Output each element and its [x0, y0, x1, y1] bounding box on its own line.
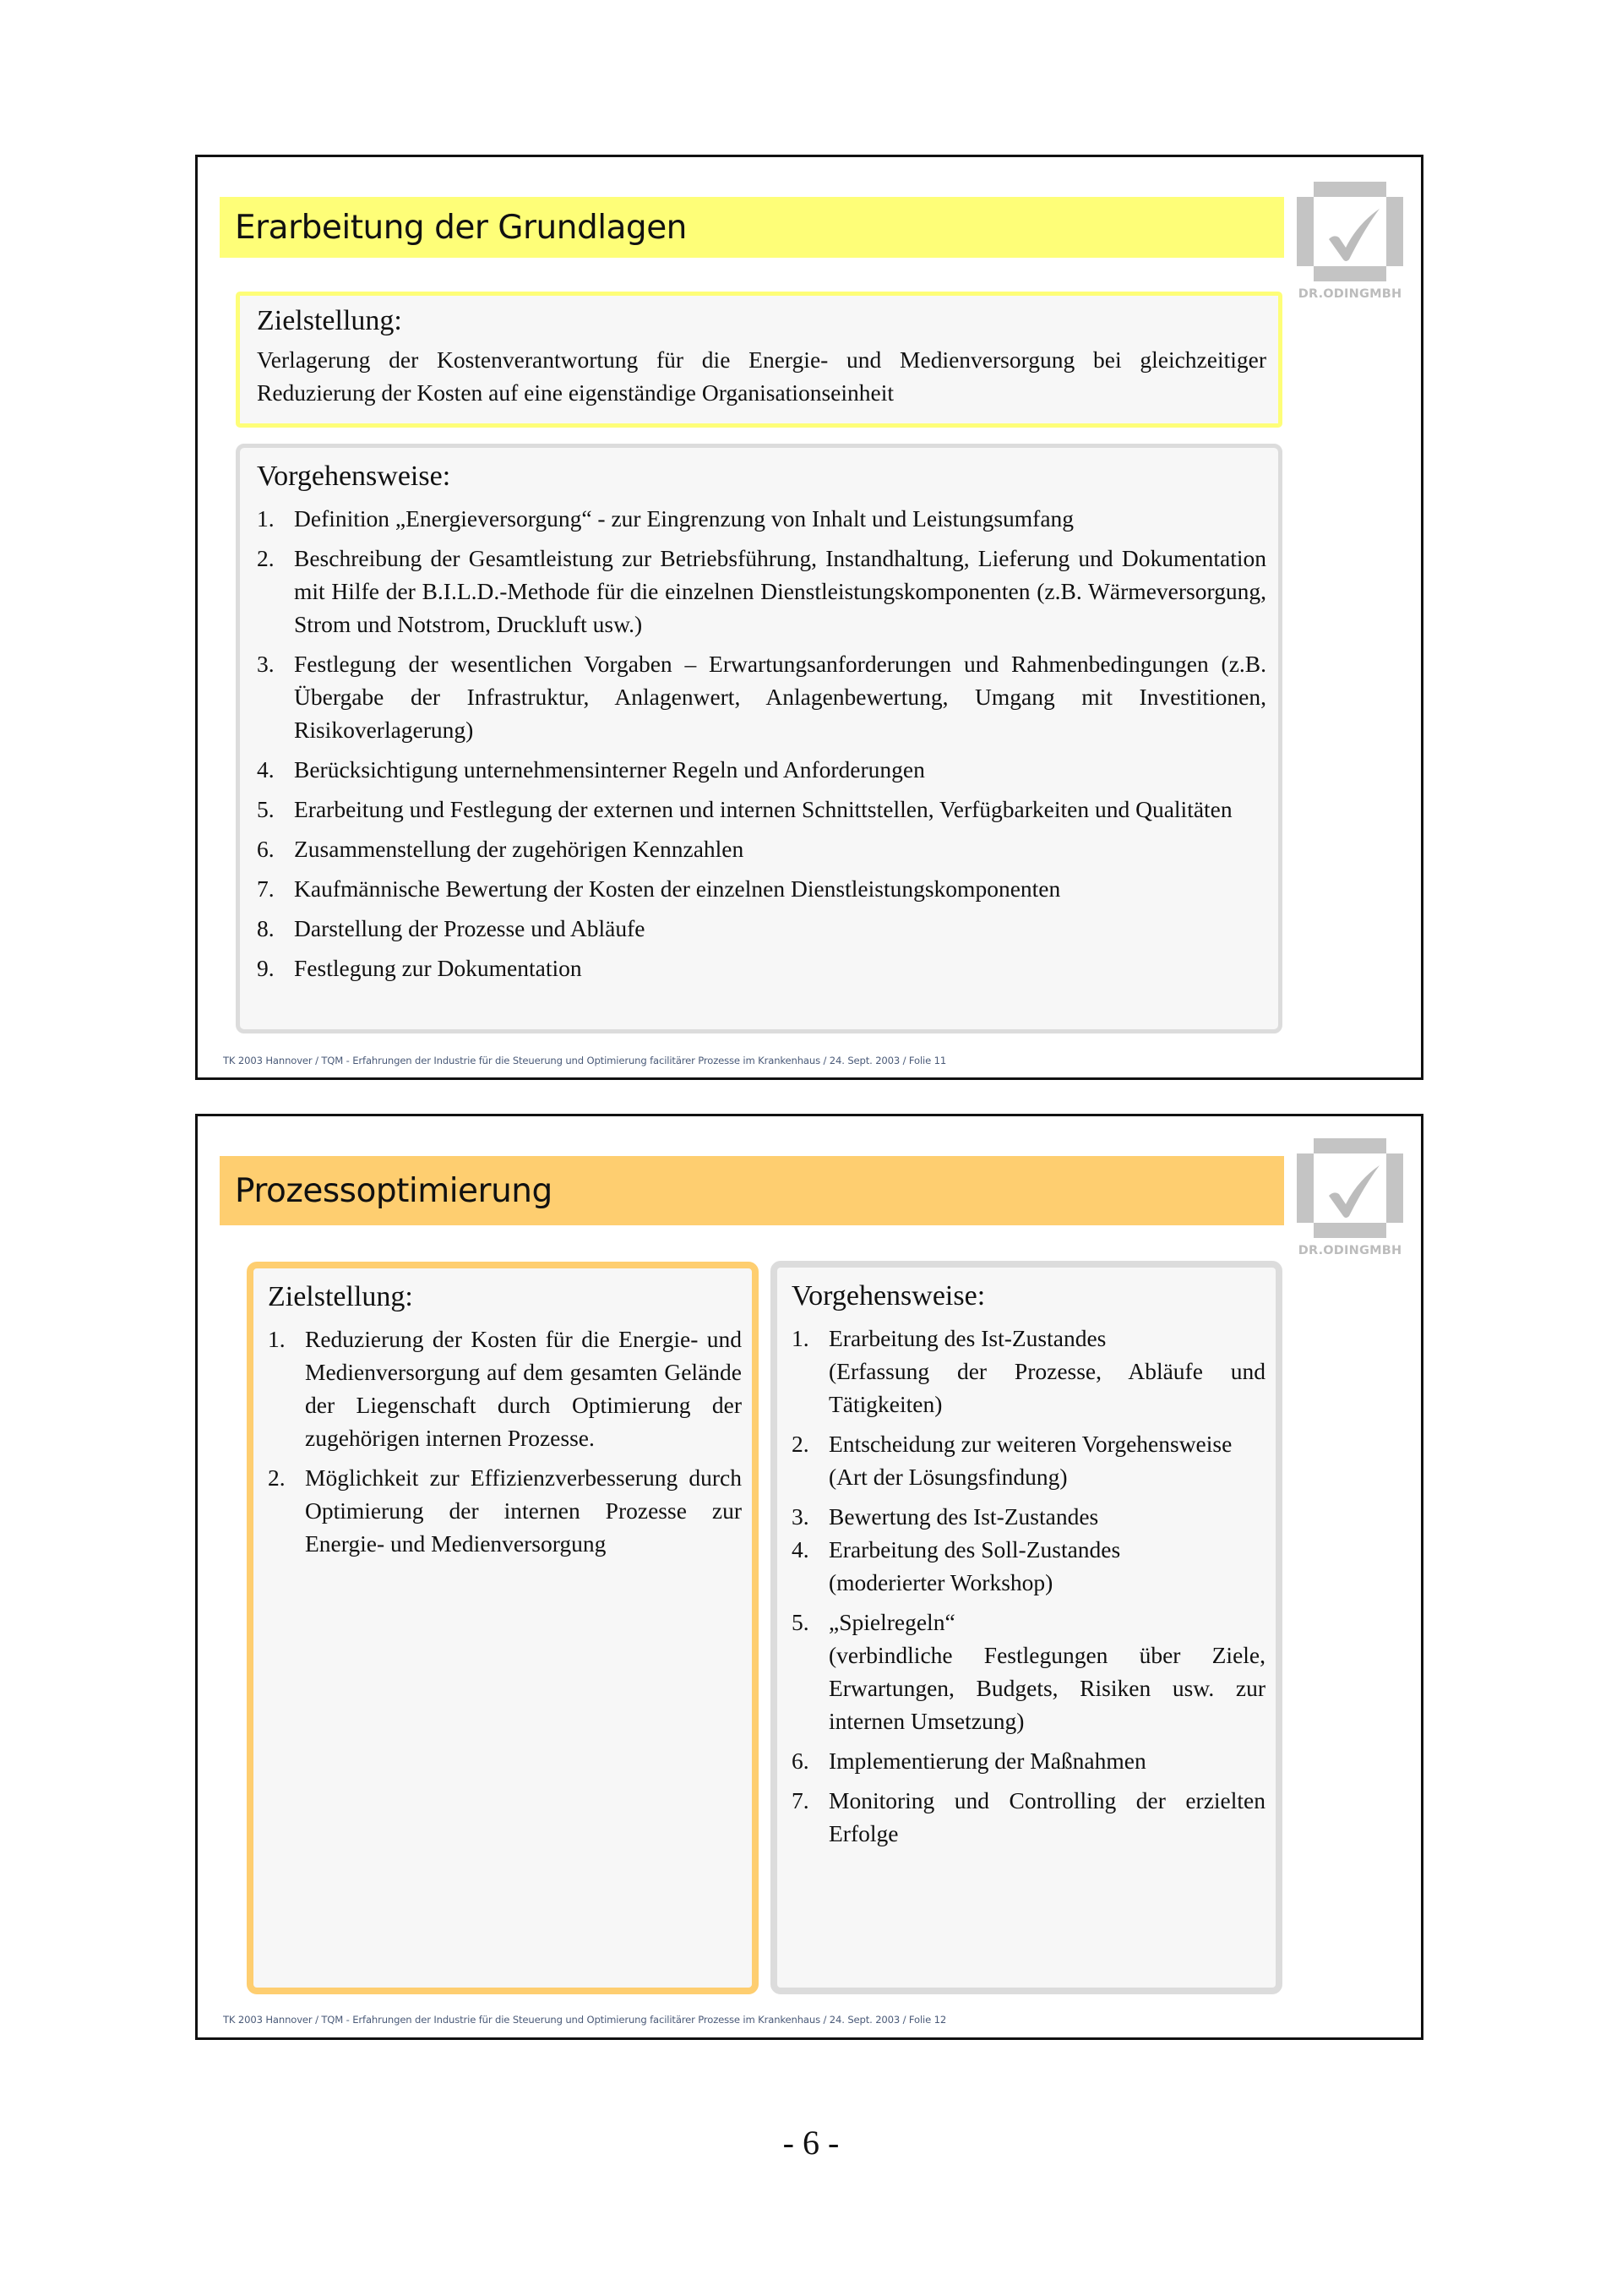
zielstellung-heading: Zielstellung:: [268, 1281, 413, 1312]
item-number: 4.: [257, 756, 275, 783]
list-item: [257, 542, 1266, 641]
item-text: Reduzierung der Kosten für die Energie- und Medienversorgung auf dem gesamten Gelände der Liegenschaft durch Optimierung der zugehörigen internen Prozesse.: [305, 1326, 742, 1451]
zielstellung-box: [236, 292, 1282, 428]
item-text: Monitoring und Controlling der erzielten Erfolge: [829, 1787, 1265, 1846]
slide-title: Prozessoptimierung: [220, 1156, 1284, 1225]
item-text: Entscheidung zur weiteren Vorgehensweise: [829, 1431, 1233, 1457]
item-number: 5.: [792, 1609, 809, 1635]
vorgehensweise-list: [792, 1322, 1265, 1850]
slide-frame-1: [195, 155, 1423, 1080]
list-item: [792, 1744, 1265, 1777]
list-item: [792, 1322, 1265, 1421]
item-text: Bewertung des Ist-Zustandes: [829, 1503, 1099, 1530]
list-item: [792, 1427, 1265, 1493]
item-number: 8.: [257, 915, 275, 941]
list-item: [257, 793, 1266, 826]
item-number: 7.: [257, 875, 275, 902]
list-item: [257, 502, 1266, 535]
list-item: [268, 1461, 742, 1560]
list-item: [257, 912, 1266, 945]
list-item: [257, 753, 1266, 786]
list-item: [792, 1533, 1265, 1599]
item-text: „Spielregeln“: [829, 1609, 955, 1635]
item-number: 2.: [792, 1431, 809, 1457]
list-item: [257, 952, 1266, 984]
logo-text: DR.ODINGMBH: [1298, 1244, 1402, 1257]
zielstellung-box: [247, 1262, 759, 1994]
vorgehensweise-heading: Vorgehensweise:: [257, 461, 451, 492]
vorgehensweise-box: [236, 444, 1282, 1033]
item-text: Festlegung der wesentlichen Vorgaben – Erwartungsanforderungen und Rahmenbedingungen (z.B. Übergabe der Infrastruktur, Anlagenwert, Anlagenbewertung, Umgang mit Investitionen, Risikoverlagerung): [294, 651, 1266, 743]
item-number: 2.: [257, 545, 275, 571]
item-text: Zusammenstellung der zugehörigen Kennzahlen: [294, 836, 744, 862]
item-subtext: (verbindliche Festlegungen über Ziele, Erwartungen, Budgets, Risiken usw. zur internen Umsetzung): [829, 1642, 1265, 1734]
vorgehensweise-box: [770, 1261, 1282, 1994]
zielstellung-list: [268, 1323, 742, 1560]
item-text: Erarbeitung des Ist-Zustandes: [829, 1325, 1107, 1351]
item-subtext: (Erfassung der Prozesse, Abläufe und Tätigkeiten): [829, 1358, 1265, 1417]
item-number: 3.: [792, 1503, 809, 1530]
slide-footer: TK 2003 Hannover / TQM - Erfahrungen der Industrie für die Steuerung und Optimierung facilitärer Prozesse im Krankenhaus / 24. Sept. 2003 / Folie 12: [223, 2014, 947, 2026]
list-item: [257, 832, 1266, 865]
item-text: Implementierung der Maßnahmen: [829, 1748, 1146, 1774]
item-number: 3.: [257, 651, 275, 677]
page-number: - 6 -: [782, 2124, 840, 2162]
item-number: 5.: [257, 796, 275, 822]
vorgehensweise-list: [257, 502, 1266, 984]
item-text: Erarbeitung und Festlegung der externen und internen Schnittstellen, Verfügbarkeiten und Qualitäten: [294, 796, 1233, 822]
item-text: Möglichkeit zur Effizienzverbesserung durch Optimierung der internen Prozesse zur Energie- und Medienversorgung: [305, 1464, 742, 1557]
item-subtext: (Art der Lösungsfindung): [829, 1464, 1068, 1490]
company-logo: [1297, 182, 1403, 301]
list-item: [257, 647, 1266, 746]
zielstellung-text: Verlagerung der Kostenverantwortung für die Energie- und Medienversorgung bei gleichzeitiger Reduzierung der Kosten auf eine eigenständige Organisationseinheit: [257, 346, 1266, 406]
checkmark-logo-icon: [1297, 182, 1403, 281]
item-text: Definition „Energieversorgung“ - zur Eingrenzung von Inhalt und Leistungsumfang: [294, 505, 1075, 532]
item-text: Festlegung zur Dokumentation: [294, 955, 582, 981]
item-number: 4.: [792, 1536, 809, 1562]
slide-frame-2: [195, 1114, 1423, 2040]
company-logo: [1297, 1138, 1403, 1257]
list-item: [792, 1784, 1265, 1850]
list-item: [792, 1606, 1265, 1737]
logo-text: DR.ODINGMBH: [1298, 287, 1402, 301]
item-number: 1.: [257, 505, 275, 532]
item-number: 6.: [257, 836, 275, 862]
item-text: Beschreibung der Gesamtleistung zur Betriebsführung, Instandhaltung, Lieferung und Dokumentation mit Hilfe der B.I.L.D.-Methode für die einzelnen Dienstleistungskomponenten (z.B. Wärmeversorgung, Strom und Notstrom, Druckluft usw.): [294, 545, 1266, 637]
zielstellung-heading: Zielstellung:: [257, 305, 402, 336]
slide-footer: TK 2003 Hannover / TQM - Erfahrungen der Industrie für die Steuerung und Optimierung facilitärer Prozesse im Krankenhaus / 24. Sept. 2003 / Folie 11: [223, 1055, 947, 1066]
slide-title: Erarbeitung der Grundlagen: [220, 197, 1284, 258]
list-item: [792, 1500, 1265, 1533]
item-subtext: (moderierter Workshop): [829, 1569, 1053, 1595]
item-text: Darstellung der Prozesse und Abläufe: [294, 915, 645, 941]
list-item: [268, 1323, 742, 1454]
checkmark-logo-icon: [1297, 1138, 1403, 1238]
item-number: 2.: [268, 1464, 286, 1491]
item-text: Kaufmännische Bewertung der Kosten der einzelnen Dienstleistungskomponenten: [294, 875, 1061, 902]
item-number: 9.: [257, 955, 275, 981]
vorgehensweise-heading: Vorgehensweise:: [792, 1280, 986, 1312]
item-number: 1.: [268, 1326, 286, 1352]
item-number: 6.: [792, 1748, 809, 1774]
item-number: 1.: [792, 1325, 809, 1351]
item-text: Erarbeitung des Soll-Zustandes: [829, 1536, 1121, 1562]
item-text: Berücksichtigung unternehmensinterner Regeln und Anforderungen: [294, 756, 925, 783]
item-number: 7.: [792, 1787, 809, 1813]
list-item: [257, 872, 1266, 905]
